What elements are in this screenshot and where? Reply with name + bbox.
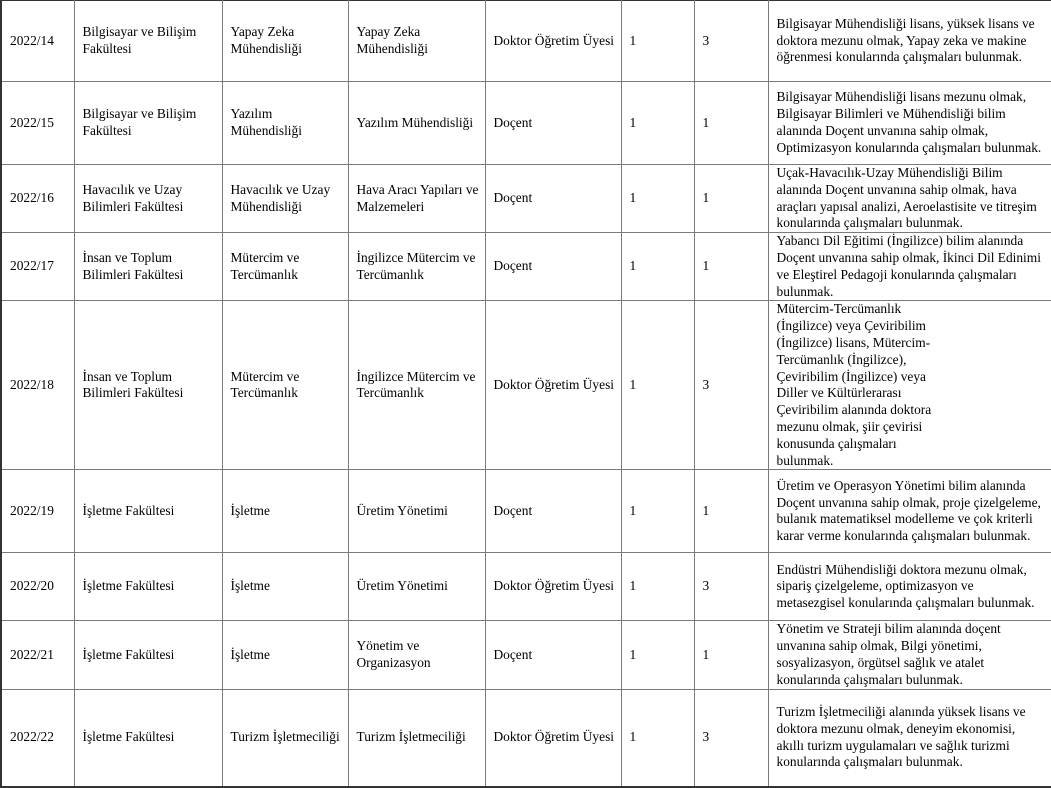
title-cell: Doktor Öğretim Üyesi: [485, 689, 621, 787]
grade-cell: 1: [621, 233, 694, 301]
faculty-cell: İşletme Fakültesi: [74, 553, 222, 621]
requirements-cell: Üretim ve Operasyon Yönetimi bilim alanında Doçent unvanına sahip olmak, proje çizelgeleme, bulanık matematiksel modelleme ve çok kriterli karar verme konularında çalışmaları bulunmak.: [768, 470, 1051, 553]
division-cell: Yazılım Mühendisliği: [348, 82, 485, 165]
count-cell: 3: [694, 301, 768, 470]
division-cell: Yönetim ve Organizasyon: [348, 621, 485, 689]
count-cell: 3: [694, 1, 768, 82]
ilan-no-cell: 2022/18: [1, 301, 74, 470]
ilan-no-cell: 2022/21: [1, 621, 74, 689]
requirements-cell: Mütercim-Tercümanlık (İngilizce) veya Çeviribilim (İngilizce) lisans, Mütercim-Tercümanlık (İngilizce), Çeviribilim (İngilizce) veya Diller ve Kültürlerarası Çeviribilim alanında doktora mezunu olmak, şiir çevirisi konusunda çalışmaları bulunmak.: [768, 301, 1051, 470]
division-cell: Hava Aracı Yapıları ve Malzemeleri: [348, 165, 485, 233]
requirements-cell: Turizm İşletmeciliği alanında yüksek lisans ve doktora mezunu olmak, deneyim ekonomisi, akıllı turizm uygulamaları ve sağlık turizmi konularında çalışmaları bulunmak.: [768, 689, 1051, 787]
division-cell: İngilizce Mütercim ve Tercümanlık: [348, 301, 485, 470]
department-cell: Turizm İşletmeciliği: [222, 689, 348, 787]
grade-cell: 1: [621, 553, 694, 621]
count-cell: 1: [694, 165, 768, 233]
department-cell: Havacılık ve Uzay Mühendisliği: [222, 165, 348, 233]
requirements-cell: Endüstri Mühendisliği doktora mezunu olmak, sipariş çizelgeleme, optimizasyon ve metasezgisel konularında çalışmaları bulunmak.: [768, 553, 1051, 621]
requirements-cell: Yönetim ve Strateji bilim alanında doçent unvanına sahip olmak, Bilgi yönetimi, sosyalizasyon, örgütsel sağlık ve atalet konularında çalışmaları bulunmak.: [768, 621, 1051, 689]
title-cell: Doçent: [485, 165, 621, 233]
title-cell: Doktor Öğretim Üyesi: [485, 1, 621, 82]
grade-cell: 1: [621, 301, 694, 470]
ilan-no-cell: 2022/17: [1, 233, 74, 301]
grade-cell: 1: [621, 621, 694, 689]
faculty-cell: Bilgisayar ve Bilişim Fakültesi: [74, 1, 222, 82]
department-cell: Yazılım Mühendisliği: [222, 82, 348, 165]
table-row: [1, 1, 1051, 82]
count-cell: 1: [694, 470, 768, 553]
ilan-no-cell: 2022/20: [1, 553, 74, 621]
ilan-no-cell: 2022/19: [1, 470, 74, 553]
division-cell: Üretim Yönetimi: [348, 470, 485, 553]
faculty-cell: Bilgisayar ve Bilişim Fakültesi: [74, 82, 222, 165]
requirements-cell: Uçak-Havacılık-Uzay Mühendisliği Bilim alanında Doçent unvanına sahip olmak, hava araçları yapısal analizi, Aeroelastisite ve titreşim konularında çalışmaları bulunmak.: [768, 165, 1051, 233]
table-row: [1, 621, 1051, 689]
count-cell: 3: [694, 689, 768, 787]
requirements-cell: Bilgisayar Mühendisliği lisans, yüksek lisans ve doktora mezunu olmak, Yapay zeka ve makine öğrenmesi konularında çalışmaları bulunmak.: [768, 1, 1051, 82]
table-row: [1, 553, 1051, 621]
faculty-cell: İnsan ve Toplum Bilimleri Fakültesi: [74, 233, 222, 301]
count-cell: 1: [694, 621, 768, 689]
department-cell: İşletme: [222, 553, 348, 621]
grade-cell: 1: [621, 470, 694, 553]
faculty-cell: İşletme Fakültesi: [74, 689, 222, 787]
department-cell: Mütercim ve Tercümanlık: [222, 233, 348, 301]
faculty-cell: İnsan ve Toplum Bilimleri Fakültesi: [74, 301, 222, 470]
requirements-cell: Bilgisayar Mühendisliği lisans mezunu olmak, Bilgisayar Bilimleri ve Mühendisliği bilim alanında Doçent unvanına sahip olmak, Optimizasyon konularında çalışmaları bulunmak.: [768, 82, 1051, 165]
ilan-no-cell: 2022/16: [1, 165, 74, 233]
title-cell: Doktor Öğretim Üyesi: [485, 301, 621, 470]
grade-cell: 1: [621, 1, 694, 82]
division-cell: İngilizce Mütercim ve Tercümanlık: [348, 233, 485, 301]
title-cell: Doçent: [485, 82, 621, 165]
department-cell: İşletme: [222, 621, 348, 689]
faculty-cell: İşletme Fakültesi: [74, 621, 222, 689]
title-cell: Doçent: [485, 470, 621, 553]
grade-cell: 1: [621, 165, 694, 233]
table-row: [1, 165, 1051, 233]
department-cell: İşletme: [222, 470, 348, 553]
ilan-no-cell: 2022/14: [1, 1, 74, 82]
grade-cell: 1: [621, 82, 694, 165]
table-row: [1, 689, 1051, 787]
table-row: [1, 233, 1051, 301]
department-cell: Yapay Zeka Mühendisliği: [222, 1, 348, 82]
count-cell: 3: [694, 553, 768, 621]
faculty-cell: Havacılık ve Uzay Bilimleri Fakültesi: [74, 165, 222, 233]
grade-cell: 1: [621, 689, 694, 787]
title-cell: Doktor Öğretim Üyesi: [485, 553, 621, 621]
table-row: [1, 301, 1051, 470]
ilan-no-cell: 2022/15: [1, 82, 74, 165]
count-cell: 1: [694, 233, 768, 301]
division-cell: Yapay Zeka Mühendisliği: [348, 1, 485, 82]
division-cell: Üretim Yönetimi: [348, 553, 485, 621]
ilan-no-cell: 2022/22: [1, 689, 74, 787]
requirements-cell: Yabancı Dil Eğitimi (İngilizce) bilim alanında Doçent unvanına sahip olmak, İkinci Dil Edinimi ve Eleştirel Pedagoji konularında çalışmaları bulunmak.: [768, 233, 1051, 301]
division-cell: Turizm İşletmeciliği: [348, 689, 485, 787]
count-cell: 1: [694, 82, 768, 165]
table-row: [1, 470, 1051, 553]
title-cell: Doçent: [485, 621, 621, 689]
faculty-cell: İşletme Fakültesi: [74, 470, 222, 553]
table-row: [1, 82, 1051, 165]
title-cell: Doçent: [485, 233, 621, 301]
table-body: [1, 1, 1051, 787]
department-cell: Mütercim ve Tercümanlık: [222, 301, 348, 470]
